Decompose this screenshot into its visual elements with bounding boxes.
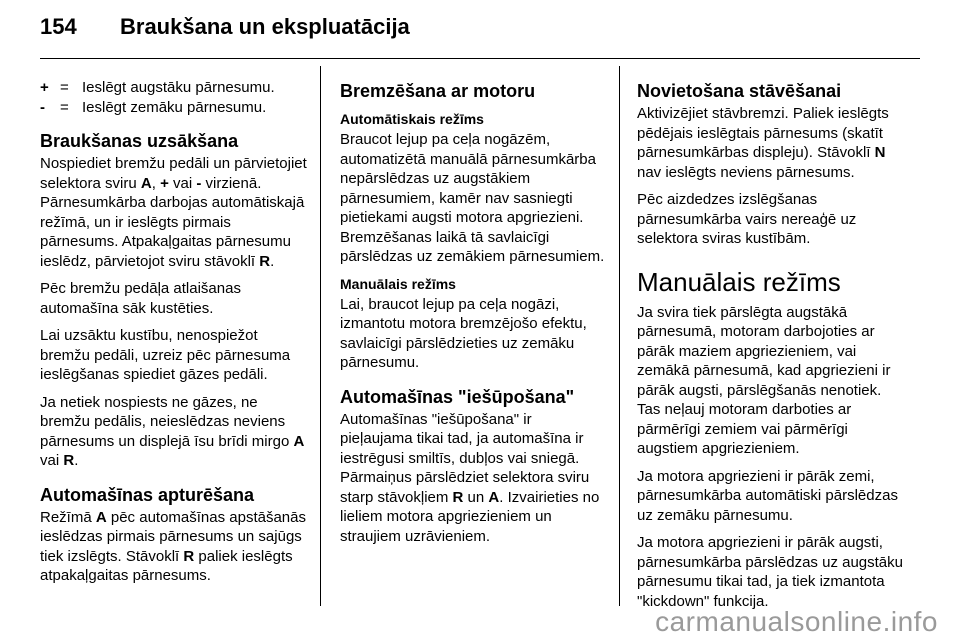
page-number: 154 (40, 14, 77, 39)
paragraph-start-3: Lai uzsāktu kustību, nenospiežot bremžu pedāli, uzreiz pēc pārnesuma ieslēgšanas spiediet gāzes pedāli. (40, 327, 291, 383)
paragraph-parking-2: Pēc aizdedzes izslēgšanas pārnesumkārba vairs nereaģē uz selektora sviras kustībām. (637, 191, 857, 247)
subheading-manual: Manuālais režīms (340, 275, 456, 292)
paragraph-start-4: Ja netiek nospiests ne gāzes, ne bremžu pedālis, neieslēdzas neviens pārnesums un displejā īsu brīdi mirgo A vai R. (40, 393, 305, 469)
column-divider-2 (619, 66, 620, 606)
subheading-auto: Automātiskais režīms (340, 111, 484, 127)
heading-engine-braking: Bremzēšana ar motoru (340, 81, 536, 101)
paragraph-manual-mode-2: Ja motora apgriezieni ir pārāk zemi, pārnesumkārba automātiski pārslēdzas uz zemāku pārnesumu. (637, 467, 898, 524)
definition-text: Ieslēgt augstāku pārnesumu. (82, 79, 275, 96)
page-title: Braukšana un ekspluatācija (120, 14, 410, 39)
heading-parking: Novietošana stāvēšanai (637, 81, 842, 101)
watermark: carmanualsonline.info (655, 606, 938, 637)
column-3 (637, 80, 907, 619)
paragraph-parking-1: Aktivizējiet stāvbremzi. Paliek ieslēgts pēdējais ieslēgtais pārnesums (skatīt pārnesumkārbas displeju). Stāvoklī N nav ieslēgts neviens pārnesums. (637, 105, 889, 181)
definition-plus (40, 78, 308, 98)
heading-stop: Automašīnas apturēšana (40, 484, 255, 505)
page-header (40, 14, 920, 50)
column-divider-1 (320, 66, 321, 606)
paragraph-manual-mode-1: Ja svira tiek pārslēgta augstākā pārnesumā, motoram darbojoties ar pārāk maziem apgriezieniem, vai zemākā pārnesumā, kad apgriezieni ir pārāk augsti, pārslēgšanās nenotiek. Tas neļauj motoram darboties ar pārmērīgi zemiem vai pārmērīgi augstiem apgriezieniem. (637, 303, 891, 457)
paragraph-rocking: Automašīnas "iešūpošana" ir pieļaujama tikai tad, ja automašīna ir iestrēgusi smiltīs, dubļos vai sniegā. Pārmaiņus pārslēdziet selektora sviru starp stāvokļiem R un A. Izvairieties no lieliem motora apgriezieniem un straujiem uzrāvieniem. (340, 410, 600, 545)
definition-equals: = (60, 98, 69, 116)
heading-rocking: Automašīnas "iešūpošana" (340, 386, 575, 407)
column-1 (40, 78, 308, 594)
definition-text: Ieslēgt zemāku pārnesumu. (82, 98, 267, 116)
paragraph-start-2: Pēc bremžu pedāļa atlaišanas automašīna sāk kustēties. (40, 280, 241, 317)
column-2 (340, 80, 608, 554)
paragraph-start-1: Nospiediet bremžu pedāli un pārvietojiet selektora sviru A, + vai - virzienā. Pārnesumkārba darbojas automātiskajā režīmā, un ir ieslēgts pirmais pārnesums. Atpakaļgaitas pārnesumu ieslēdz, pārvietojot sviru stāvoklī R. (40, 155, 307, 270)
paragraph-manual-mode-3: Ja motora apgriezieni ir pārāk augsti, pārnesumkārba pārslēdzas uz augstāku pārnesumu tikai tad, ja tiek izmantota "kickdown" funkcija. (637, 534, 903, 610)
definition-symbol: + (40, 79, 49, 96)
definition-equals: = (60, 79, 69, 96)
heading-start: Braukšanas uzsākšana (40, 131, 239, 151)
definition-minus (40, 98, 308, 118)
paragraph-auto: Braucot lejup pa ceļa nogāzēm, automatizētā manuālā pārnesumkārba nepārslēdzas uz augstākiem pārnesumiem, kamēr nav sasniegti pietiekami augsti motora apgriezieni. Bremzēšanas laikā tā savlaicīgi pārslēdzas uz zemākiem pārnesumiem. (340, 131, 605, 265)
definition-symbol: - (40, 98, 45, 116)
header-rule (40, 58, 920, 59)
paragraph-stop: Režīmā A pēc automašīnas apstāšanās ieslēdzas pirmais pārnesums un sajūgs tiek izslēgts. Stāvoklī R paliek ieslēgts atpakaļgaitas pārnesums. (40, 508, 306, 584)
heading-manual-mode: Manuālais režīms (637, 266, 841, 297)
paragraph-manual: Lai, braucot lejup pa ceļa nogāzi, izmantotu motora bremzējošo efektu, savlaicīgi pārslēdzieties uz zemāku pārnesumu. (340, 295, 587, 371)
